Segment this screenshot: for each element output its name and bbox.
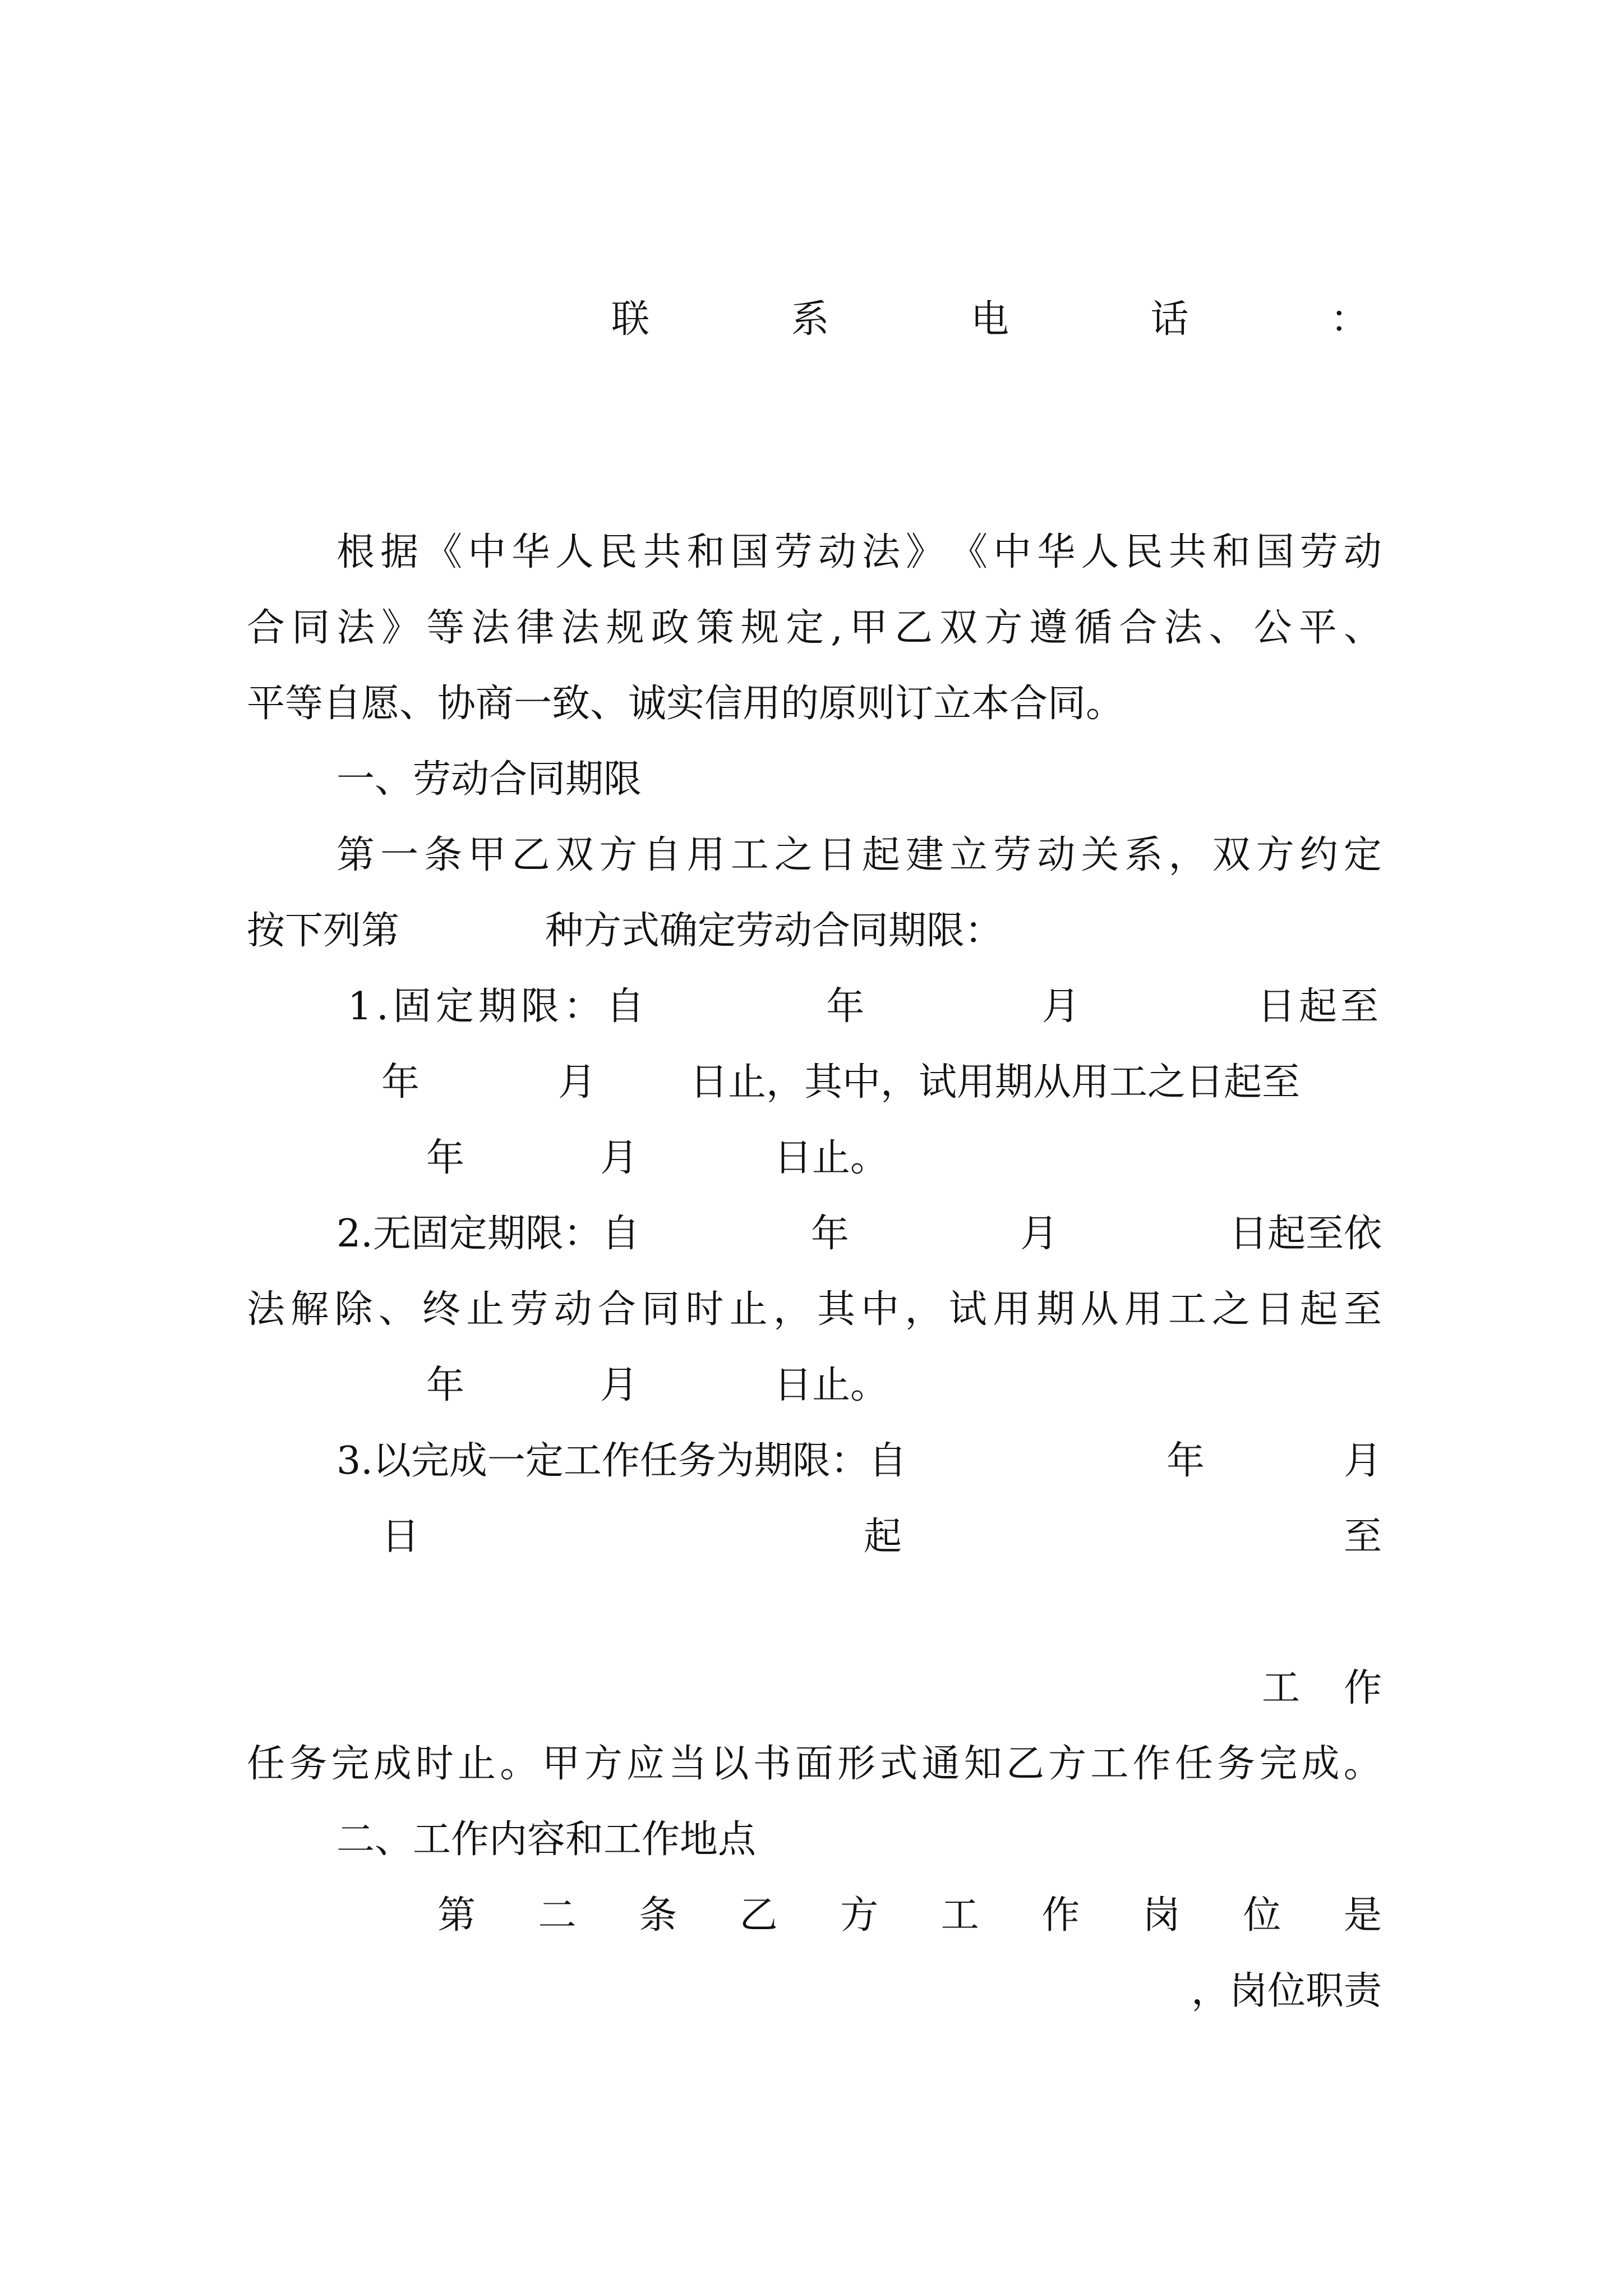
text-char: 成: [373, 1742, 412, 1786]
text-char: 作: [1132, 1742, 1171, 1786]
text-char: ，: [905, 1287, 943, 1332]
text-char: 人: [1081, 530, 1119, 574]
text-char: 条: [424, 833, 463, 877]
text-char: 中: [993, 530, 1032, 574]
text-char: ，: [773, 1287, 811, 1332]
text-char: 用: [1124, 1287, 1163, 1332]
text-char: 书: [753, 1742, 791, 1786]
text-char: 《: [949, 530, 988, 574]
article-2-char: 二: [538, 1893, 577, 1938]
option-3-line-3: [247, 1658, 1382, 1719]
section-heading-1: 一、劳动合同期限: [336, 757, 642, 802]
text-char: 务: [1217, 1742, 1256, 1786]
text-char: 立: [949, 833, 988, 877]
until-label: 至: [1344, 1515, 1382, 1559]
text-char: 和: [1212, 530, 1251, 574]
option-1-line-2: [247, 1052, 1382, 1114]
text-char: 知: [963, 1742, 1002, 1786]
text-char: 中: [861, 1287, 900, 1332]
day-end-label: 日止。: [774, 1363, 889, 1407]
text-char: 一: [380, 833, 419, 877]
start-label: 起: [864, 1515, 902, 1559]
option-2-line-3: [247, 1355, 1382, 1416]
text-char: 至: [1343, 1287, 1382, 1332]
text-char: 系: [1124, 833, 1163, 877]
text-char: 乙: [895, 606, 933, 650]
text-char: 任: [1174, 1742, 1213, 1786]
article-2-char: 工: [940, 1893, 979, 1938]
article-2-char: 位: [1243, 1893, 1281, 1938]
option-1-label: 1.固定期限：自: [348, 984, 649, 1029]
option-3-line-1: [247, 1430, 1382, 1492]
text-char: 合: [597, 1287, 636, 1332]
text-char: 用: [992, 1287, 1031, 1332]
article-1-line-1: [336, 825, 1382, 886]
text-char: 《: [424, 530, 463, 574]
text-char: 建: [906, 833, 944, 877]
text-char: 人: [555, 530, 594, 574]
contact-char: 电: [970, 297, 1009, 342]
text-char: 循: [1074, 606, 1113, 650]
option-2-line-2: [247, 1279, 1382, 1341]
year-label: 年: [810, 1212, 849, 1256]
text-char: 约: [1299, 833, 1338, 877]
text-char: 同: [292, 606, 330, 650]
text-char: 方: [1048, 1742, 1087, 1786]
text-char: 起: [861, 833, 900, 877]
text-char: 工: [730, 833, 769, 877]
article-2-char: 岗: [1142, 1893, 1181, 1938]
text-char: 其: [817, 1287, 856, 1332]
intro-line-2: [247, 597, 1382, 659]
day-start-label: 日起至依: [1229, 1212, 1382, 1256]
text-char: 止: [466, 1287, 505, 1332]
text-char: 合: [247, 606, 285, 650]
text-char: 日: [818, 833, 856, 877]
option-1-trial-text: 日止，其中，试用期从用工之日起至: [690, 1060, 1301, 1105]
text-char: 》: [906, 530, 944, 574]
text-char: 起: [1299, 1287, 1338, 1332]
year-label: 年: [381, 1060, 420, 1105]
article-2-char: 是: [1343, 1893, 1382, 1938]
work-char-1: 工: [1262, 1666, 1301, 1710]
text-char: 法: [561, 606, 600, 650]
month-label: 月: [1020, 1212, 1058, 1256]
text-char: 从: [1080, 1287, 1119, 1332]
text-char: 除: [334, 1287, 373, 1332]
text-char: 中: [468, 530, 506, 574]
text-char: 时: [415, 1742, 454, 1786]
text-char: 双: [555, 833, 594, 877]
text-char: 期: [1036, 1287, 1075, 1332]
text-char: 和: [686, 530, 725, 574]
text-char: 止: [458, 1742, 496, 1786]
text-char: 规: [741, 606, 780, 650]
text-char: 完: [331, 1742, 370, 1786]
section-heading-2: 二、工作内容和工作地点: [336, 1818, 757, 1862]
text-char: 双: [939, 606, 978, 650]
month-label: 月: [600, 1136, 639, 1180]
text-char: 之: [774, 833, 813, 877]
day-start-label: 日起至: [1257, 984, 1382, 1029]
text-char: 定: [786, 606, 824, 650]
text-char: 。: [500, 1742, 538, 1786]
text-char: 劳: [1299, 530, 1338, 574]
text-char: 定: [1343, 833, 1382, 877]
text-char: 法: [471, 606, 510, 650]
article-2-duties: ，岗位职责: [1191, 1969, 1382, 2013]
text-char: 乙: [511, 833, 550, 877]
text-char: 》: [381, 606, 420, 650]
text-char: 、: [1209, 606, 1247, 650]
text-char: 之: [1212, 1287, 1251, 1332]
contact-phone-line: [611, 289, 1368, 351]
year-label: 年: [826, 984, 865, 1029]
text-char: 根: [336, 530, 375, 574]
text-char: 解: [291, 1287, 329, 1332]
text-char: 规: [606, 606, 644, 650]
text-char: 共: [1168, 530, 1207, 574]
option-1-line-1: [348, 976, 1382, 1038]
text-char: 关: [1081, 833, 1119, 877]
text-char: 甲: [849, 606, 888, 650]
text-char: 法: [1164, 606, 1202, 650]
option-1-line-3: [247, 1128, 1382, 1189]
text-char: 止: [729, 1287, 768, 1332]
text-char: 动: [1343, 530, 1382, 574]
text-char: 动: [554, 1287, 592, 1332]
intro-line-1: [336, 522, 1382, 583]
year-label: 年: [426, 1136, 465, 1180]
text-char: 国: [730, 530, 769, 574]
text-char: 务: [289, 1742, 328, 1786]
option-3-line-4: [247, 1733, 1382, 1795]
text-char: 劳: [510, 1287, 548, 1332]
article-2-char: 第: [437, 1893, 476, 1938]
text-char: 国: [1256, 530, 1294, 574]
text-char: 方: [584, 1742, 623, 1786]
article-1-prefix: 按下列第: [247, 909, 400, 953]
text-char: 同: [642, 1287, 680, 1332]
article-2-line-2: [247, 1961, 1382, 2022]
text-char: 律: [516, 606, 555, 650]
text-char: 遵: [1029, 606, 1068, 650]
intro-line-3: 平等自愿、协商一致、诚实信用的原则订立本合同。: [247, 682, 1124, 726]
text-char: ,: [831, 606, 843, 650]
text-char: 政: [651, 606, 689, 650]
text-char: 方: [1256, 833, 1294, 877]
article-2-char: 作: [1041, 1893, 1080, 1938]
text-char: 当: [668, 1742, 707, 1786]
text-char: 用: [686, 833, 725, 877]
day-end-label: 日止。: [774, 1136, 889, 1180]
text-char: 双: [1212, 833, 1251, 877]
option-2-line-1: [336, 1203, 1382, 1265]
text-char: 方: [599, 833, 638, 877]
option-2-label: 2.无固定期限：自: [336, 1212, 640, 1256]
text-char: 以: [711, 1742, 749, 1786]
text-char: 法: [336, 606, 375, 650]
text-char: 时: [685, 1287, 724, 1332]
text-char: 民: [1124, 530, 1163, 574]
text-char: 。: [1343, 1742, 1382, 1786]
text-char: 第: [336, 833, 375, 877]
year-label: 年: [426, 1363, 465, 1407]
year-label: 年: [1166, 1439, 1205, 1483]
month-label: 月: [600, 1363, 639, 1407]
text-char: 法: [247, 1287, 285, 1332]
contact-char: 系: [791, 297, 829, 342]
text-char: 劳: [774, 530, 813, 574]
text-char: 工: [1168, 1287, 1206, 1332]
text-char: 方: [984, 606, 1023, 650]
contact-colon: ：: [1330, 297, 1368, 342]
text-char: 工: [1090, 1742, 1129, 1786]
text-char: 据: [380, 530, 419, 574]
article-2-char: 乙: [739, 1893, 778, 1938]
text-char: 乙: [1006, 1742, 1044, 1786]
text-char: 、: [1343, 606, 1382, 650]
article-2-char: 条: [639, 1893, 677, 1938]
contact-char: 话: [1150, 297, 1189, 342]
text-char: 等: [426, 606, 465, 650]
text-char: 任: [247, 1742, 285, 1786]
option-3-label: 3.以完成一定工作任务为期限：自: [336, 1439, 907, 1483]
text-char: 、: [378, 1287, 417, 1332]
option-3-line-2: [247, 1506, 1382, 1568]
text-char: 终: [422, 1287, 460, 1332]
text-char: 共: [643, 530, 681, 574]
text-char: 应: [626, 1742, 665, 1786]
month-label: 月: [1041, 984, 1080, 1029]
text-char: 自: [643, 833, 681, 877]
text-char: 合: [1119, 606, 1158, 650]
text-char: 完: [1259, 1742, 1298, 1786]
text-char: 式: [879, 1742, 918, 1786]
text-char: 民: [599, 530, 638, 574]
text-char: 平: [1298, 606, 1337, 650]
contact-char: 联: [611, 297, 650, 342]
work-char-2: 作: [1344, 1666, 1382, 1710]
text-char: 华: [1037, 530, 1076, 574]
month-label: 月: [1344, 1439, 1382, 1483]
text-char: 面: [795, 1742, 833, 1786]
text-char: 劳: [993, 833, 1032, 877]
text-char: 通: [921, 1742, 960, 1786]
article-1-line-2: [247, 900, 1382, 962]
article-1-suffix: 种方式确定劳动合同期限：: [545, 909, 1003, 953]
text-char: 策: [695, 606, 734, 650]
text-char: 公: [1253, 606, 1292, 650]
text-char: 形: [837, 1742, 876, 1786]
text-char: 试: [948, 1287, 987, 1332]
text-char: 华: [511, 530, 550, 574]
article-2-char: 方: [840, 1893, 879, 1938]
article-2-line-1: [437, 1885, 1382, 1947]
text-char: 成: [1301, 1742, 1340, 1786]
day-label: 日: [381, 1515, 420, 1559]
text-char: ，: [1168, 833, 1207, 877]
text-char: 动: [1037, 833, 1076, 877]
text-char: 甲: [542, 1742, 580, 1786]
month-label: 月: [558, 1060, 597, 1105]
text-char: 法: [861, 530, 900, 574]
text-char: 甲: [468, 833, 506, 877]
text-char: 日: [1256, 1287, 1294, 1332]
text-char: 动: [818, 530, 856, 574]
